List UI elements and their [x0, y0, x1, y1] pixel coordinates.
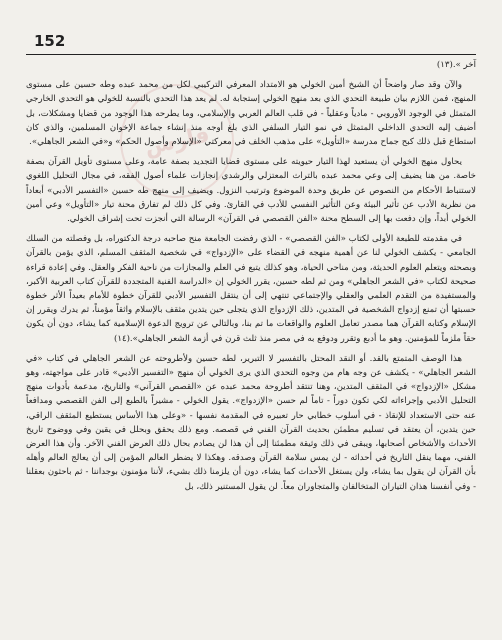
- body-text: [26, 58, 476, 500]
- paragraph-1: آخر ».(١٣): [436, 60, 476, 70]
- page-number: 152: [34, 32, 66, 50]
- paragraph-4: في مقدمته للطبعة الأولى لكتاب «الفن القصصي» - الذي رفضت الجامعة منح صاحبه درجة الدكتوراه، بل وفصلته من السلك الجامعي - يكشف الخولي لنا عن أهمية منهجه في القضاء على «الإزدواج» في شخصية المثقف المسلم، الذي يؤمن بالقرآن وبصحته ويتعلم العلوم الحديثة، ومن مناحي الحياة، وهو كذلك يتبع في العلم والمجازات من ناحية الفكر والعقل. وفي إعادة قراءة صحيحة لكتاب «في الشعر الجاهلي» ومن ثم لطه حسين، يقرر الخولي إن «الدراسة الفنية المتجددة للقرآن كتاب العربية الأكبر، والمستفيدة من التقدم العلمي والعقلي والإجتماعي تنتهي إلى أن ينتقل التفسير الأدبي للقرآن خطوة للأمام بعيداً الأثر خطوة حسبتها أن تمنع إزدواج الشخصية في المتدين، ذلك الإزدواج الذي يتجلى حين يتدين مثقف بالإسلام واثقاً مؤمناً، ثم يدرك ويقرر إن الإسلام وكتابه القرآن هما مصدر تعامل العلوم والواقعات ما تم بنا، وبالتالي عن ترويج الدعوة الإسلامية كما يشاء، دون أن يكون حقاً ملزماً للمؤمنين. وهو ما أدبع وتقرر ودوفع به في مصر منذ ثلث قرن في أزمة الشعر الجاهلي».(١٤): [26, 234, 476, 344]
- page-header: [26, 30, 476, 55]
- paragraph-5: هذا الوصف المتمتع بالقد. أو النقد المحتل بالتفسير لا التبرير، لطه حسين ولأطروحته عن الشعر الجاهلي في كتاب «في الشعر الجاهلي» - يكشف عن وجه هام من وجوه التحدي الذي يرى الخولي أن منهج «التفسير الأدبي» قادر على مواجهته، وهو مشكل «الإزدواج» في المثقف المتدين، وهنا تنتقد أطروحة محمد عبده عن «القصص القرآني» والتاريخ، مدعمة بأدوات منهج التحليل الأدبي وإجراءاته لكي تكون دوراً - تاماً لم حسن «الإزدواج». يقول الخولي - مشيراً بالطبع إلى الفن القصصي ومدافعاً عنه حتى الاستعداد للإنقاذ - في أسلوب خطابي حار تعبيره في المقدمة نفسها - «وعلى هذا الأساس يستطيع المثقف الراقي، حين يتدين، أن يعتقد في تسليم مطمئن بحديث القرآن الفني في قصصه. ومع ذلك يحقق وبحلل في يقين وفي ووضوح تاريخ الأحداث والأشخاص أصحابها، ويبقى في ذلك وثيقة مطمئنا إلى أن هذا لن يصادم بحال ذلك العرض الفني الآخر. وأن هذا العرض الفني، مهما ينقل التاريخ في أحداثه - لن يمس سلامة القرآن وصدقه. وهكذا لا يضطر العالم المؤمن إلى أن يعالج العالم وأهله بأن القرآن لن يقول بما يشاء، ولن يستغل الأحداث كما يشاء، دون أن يلزمنا ذلك بشيء، لأننا مؤمنون بوجداننا - ثم باحثون بعقلنا - وفي أنفسنا هذان التياران المتخالفان والمتجاوران معاً. لن يقول المستنير ذلك، بل: [26, 353, 476, 492]
- watermark-label: فارس: [142, 121, 212, 161]
- paragraph-2: والآن وقد صار واضحاً أن الشيخ أمين الخولي هو الامتداد المعرفي التركيبي لكل من محمد عبده وطه حسين على مستوى المنهج، فمن اللازم بيان طبيعة التحدي الذي بعد منهج الخولي إستجابة له. لم يعد هذا التحدي بالنسبة للخولي هو التحدي الخارجي المتمثل في الوجود الأوروبي - مادياً وعقلياً - في قلب العالم العربي والإسلامي، وما يطرحه هذا الوجود من قضايا ومشكلات، بل أضيف إليه التحدي الداخلي المتمثل في نمو التيار السلفي الذي بلغ أوجه منذ إنشاء جماعة الإخوان المسلمين، والذي كان استطاع قبل ذلك كبح جماح مدرسة «التأويل» على مذهب الخلف في معركتي «الإسلام وأصول الحكم» و«في الشعر الجاهلي».: [26, 80, 476, 148]
- paragraph-3: يحاول منهج الخولي أن يستعيد لهذا التيار حيويته على مستوى قضايا التجديد بصفة عامة، وعلى مستوى تأويل القرآن بصفة خاصة. من هنا يضيف إلى وعي محمد عبده بالتراث المعتزلي والرشدي إنجازات علماء أصول الفقه، في مجال التحليل اللغوي لاستنباط الأحكام من النصوص عن طريق وحدة الموضوع وترتيب النزول. ويضيف إلى منهج طه حسين «التفسير الأدبي» أبعاداً من نظرية الأدب عن تأثير البيئة وعن التأثير النفسي للأدب في القارئ. وفي كل ذلك لم تفارق محنة تيار «التأويل» وعي أمين الخولي أبداً، وإن دفعت بها إلى السطح محنة «الفن القصصي في القرآن» الرسالة التي أنجزت تحت إشراف الخولي.: [26, 157, 476, 225]
